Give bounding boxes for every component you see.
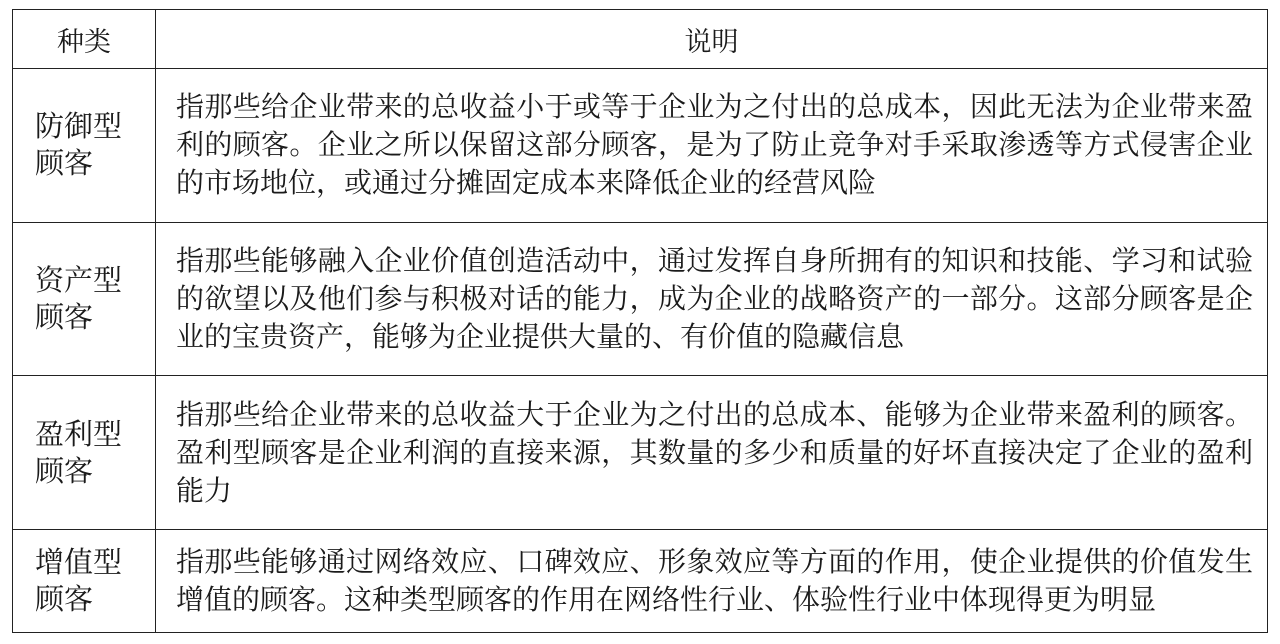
table-row [13, 530, 1268, 633]
description-cell: 指那些能够融入企业价值创造活动中，通过发挥自身所拥有的知识和技能、学习和试验的欲望以及他们参与积极对话的能力，成为企业的战略资产的一部分。这部分顾客是企业的宝贵资产，能够为企业提供大量的、有价值的隐藏信息 [156, 222, 1268, 376]
table-row [13, 376, 1268, 530]
type-cell: 资产型顾客 [13, 222, 156, 376]
description-cell: 指那些能够通过网络效应、口碑效应、形象效应等方面的作用，使企业提供的价值发生增值的顾客。这种类型顾客的作用在网络性行业、体验性行业中体现得更为明显 [156, 530, 1268, 633]
type-cell: 防御型顾客 [13, 69, 156, 223]
header-row [13, 10, 1268, 69]
table-row [13, 222, 1268, 376]
header-description: 说明 [156, 10, 1268, 69]
type-cell: 盈利型顾客 [13, 376, 156, 530]
table-row [13, 69, 1268, 223]
description-cell: 指那些给企业带来的总收益大于企业为之付出的总成本、能够为企业带来盈利的顾客。盈利型顾客是企业利润的直接来源，其数量的多少和质量的好坏直接决定了企业的盈利能力 [156, 376, 1268, 530]
type-cell: 增值型顾客 [13, 530, 156, 633]
description-cell: 指那些给企业带来的总收益小于或等于企业为之付出的总成本，因此无法为企业带来盈利的顾客。企业之所以保留这部分顾客，是为了防止竞争对手采取渗透等方式侵害企业的市场地位，或通过分摊固定成本来降低企业的经营风险 [156, 69, 1268, 223]
header-type: 种类 [13, 10, 156, 69]
customer-types-table [12, 9, 1268, 633]
